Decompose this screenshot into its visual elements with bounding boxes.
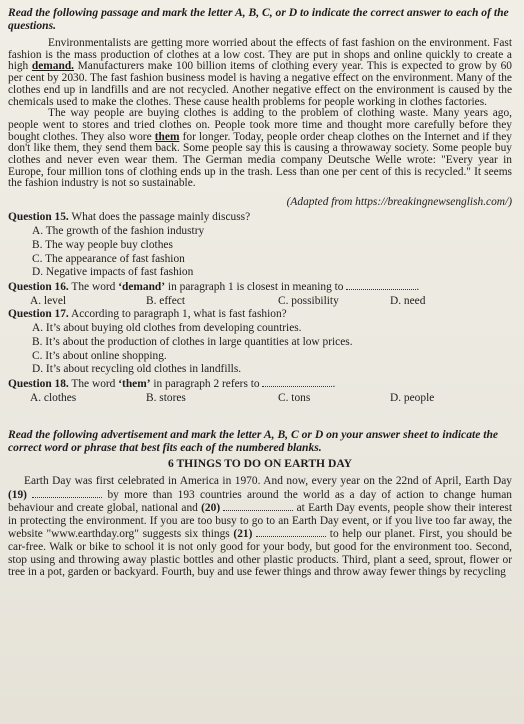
question-17: Question 17. According to paragraph 1, what is fast fashion? bbox=[8, 308, 287, 321]
blank-21 bbox=[256, 527, 326, 537]
q15-option-b[interactable]: B. The way people buy clothes bbox=[32, 238, 173, 251]
q18-option-b[interactable]: B. stores bbox=[146, 391, 186, 404]
advertisement-title: 6 THINGS TO DO ON EARTH DAY bbox=[167, 456, 353, 470]
advertisement-instruction: Read the following advertisement and mark the letter A, B, C or D on your answer sheet to indicate the correct word or phrase that best fits each of the numbered blanks. bbox=[8, 427, 499, 454]
word-demand: demand. bbox=[31, 60, 74, 73]
answer-blank bbox=[262, 377, 332, 387]
blank-19-label: (19) bbox=[8, 488, 27, 501]
passage-paragraph-2: The way people are buying clothes is adding to the problem of clothing waste. Many years ago, people went to stores and tried clothes on. People took more time and thought more carefully before they bought clothes. They also wore them for longer. Today, people order cheap clothes on the Internet and if they don't like them, they send them back. Some people say this is causing a throwaway society. Some people buy clothes and never even wear them. The German media company Deutsche Welle wrote: "Every year in Europe, four million tons of clothing ends up in the trash. Less than one per cent of this is recycled." It seems the fashion industry is not so sustainable. bbox=[8, 107, 513, 190]
q18-options bbox=[30, 392, 512, 404]
passage-source: (Adapted from https://breakingnewsenglish.com/) bbox=[286, 196, 512, 209]
q17-option-d[interactable]: D. It’s about recycling old clothes in landfills. bbox=[32, 363, 242, 376]
q16-option-c[interactable]: C. possibility bbox=[278, 294, 339, 307]
q15-option-c[interactable]: C. The appearance of fast fashion bbox=[32, 252, 185, 265]
blank-20 bbox=[223, 501, 293, 511]
q17-option-c[interactable]: C. It’s about online shopping. bbox=[32, 349, 167, 362]
q17-option-b[interactable]: B. It’s about the production of clothes in large quantities at low prices. bbox=[32, 335, 353, 348]
q17-option-a[interactable]: A. It’s about buying old clothes from developing countries. bbox=[32, 321, 302, 334]
answer-blank bbox=[346, 280, 416, 290]
blank-20-label: (20) bbox=[201, 502, 221, 515]
q16-option-b[interactable]: B. effect bbox=[146, 294, 186, 307]
blank-19 bbox=[32, 488, 102, 498]
blank-21-label: (21) bbox=[233, 528, 253, 541]
question-16: Question 16. The word ‘demand’ in paragraph 1 is closest in meaning to . bbox=[8, 280, 420, 293]
q16-option-d[interactable]: D. need bbox=[390, 294, 426, 307]
q15-option-a[interactable]: A. The growth of the fashion industry bbox=[32, 225, 205, 238]
advertisement-text: Earth Day was first celebrated in America in 1970. And now, every year on the 22nd of April, Earth Day (19) by more than 193 countries around the world as a day of action to change human behaviour and create global, national and (20) at Earth Day events, people show their interest in protecting the environment. If you are too busy to go to an Earth Day event, or if you live too far away, the website "www.earthday.org" suggests six things (21) to help our planet. First, you should be car-free. Walk or bike to school it is not only good for your body, but good for the environment too. Second, stop using and throwing away plastic bottles and other plastic products. Third, plant a seed, sprout, flower or tree in a pot, garden or backyard. Fourth, buy and use fewer things and throw away fewer things by recycling bbox=[8, 474, 512, 579]
q18-option-d[interactable]: D. people bbox=[390, 391, 435, 404]
passage-paragraph-1: Environmentalists are getting more worried about the effects of fast fashion on the environment. Fast fashion is the mass production of clothes at a low cost. They are put in shops and online quickly to create a high demand. Manufacturers make 100 billion items of clothing every year. This is expected to grow by 60 per cent by 2030. The fast fashion business model is having a negative effect on the environment. Many of the clothes end up in landfills and are not recycled. Another negative effect on the environment is caused by the chemicals used to make the clothes. These cause health problems for people working in clothes factories. bbox=[8, 37, 512, 108]
question-15: Question 15. What does the passage mainly discuss? bbox=[8, 211, 251, 224]
reading-instruction: Read the following passage and mark the letter A, B, C, or D to indicate the correct answer to each of the questions. bbox=[8, 6, 509, 32]
q18-option-c[interactable]: C. tons bbox=[278, 391, 311, 404]
q16-option-a[interactable]: A. level bbox=[30, 294, 67, 307]
word-them: them bbox=[154, 130, 180, 143]
q18-option-a[interactable]: A. clothes bbox=[30, 391, 77, 404]
question-18: Question 18. The word ‘them’ in paragraph 2 refers to . bbox=[8, 377, 336, 390]
q15-option-d[interactable]: D. Negative impacts of fast fashion bbox=[32, 266, 194, 279]
q16-options bbox=[30, 295, 512, 307]
